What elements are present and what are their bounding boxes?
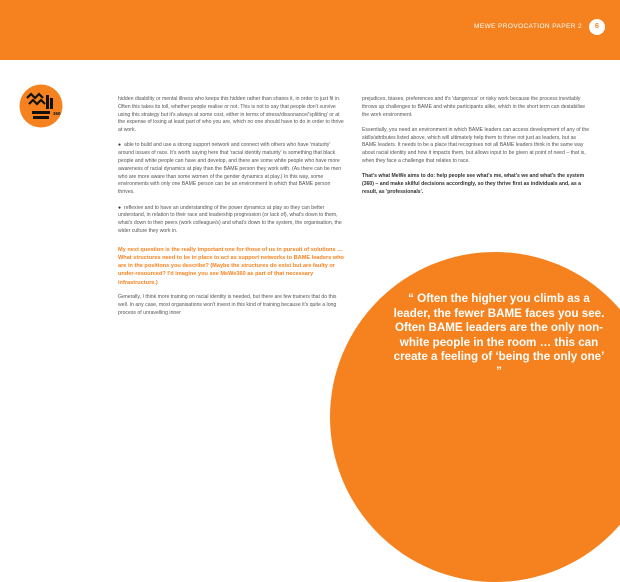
left-column (118, 96, 344, 325)
left-bullet-2-text: reflexive and to have an understanding of the power dynamics at play so they can better understand, in relation to their race and leadership progression (or lack of), what's down to them, what's down to their peers (work colleague/s) and what's down to the system, the organisation, the wider culture they work in. (118, 204, 342, 234)
interview-question: My next question is the really important one for those of us in pursuit of solutions … What structures need to be in place to act as support networks to BAME leaders who are in the positions you describe? (Maybe the structures do exist but are faulty or under-resourced? I'd imagine you see MeWe360 as part of that necessary infrastructure.) (118, 246, 344, 286)
left-bullet-1-text: able to build and use a strong support network and connect with others who have 'maturity' around issues of race. It's worth saying here that 'racial identity maturity' is something that black people and white people can have and develop, and there are some white people who have more awareness of racial dynamics at play than the BAME person they work with. (As there can be men who are more aware than some women of the gender dynamics at play.) In this way, some environments with only one BAME person can be an environment in which that BAME person thrives. (118, 142, 342, 196)
header-title: MEWE PROVOCATION PAPER 2 (474, 23, 582, 30)
mewe360-logo-icon (19, 84, 63, 128)
left-paragraph-2: Generally, I think more training on racial identity is needed, but there are few trainers that do this well. In any case, most organisations won't invest in this kind of training because it's quite a long process of unravelling inner (118, 294, 337, 316)
page-number-badge: 6 (589, 19, 605, 35)
right-paragraph-1: prejudices, biases, preferences and it's 'dangerous' or risky work because the process inevitably throws up challenges to BAME and white participants alike, which in the short term can destabilise the work environment. (362, 96, 586, 118)
header-band (0, 0, 620, 60)
logo-text: 360 (53, 111, 61, 116)
right-paragraph-3: That's what MeWe aims to do: help people see what's me, what's we and what's the system (360) – and make skilful decisions accordingly, so they thrive first as individuals and, as a result, as 'professionals'. (362, 173, 585, 195)
left-bullet-2 (118, 205, 344, 236)
pull-quote-text: “ Often the higher you climb as a leader, the fewer BAME faces you see. Often BAME leaders are the only non-white people in the room … this can create a feeling of ‘being the only one’ ” (393, 292, 605, 378)
left-paragraph-1: hidden disability or mental illness who keeps this hidden rather than shares it, in order to just fit in. Often this takes its toll, whether people realise or not. This is not to say that people don't survive using this strategy but it's always at some cost, either in terms of stress/dissonance/'splitting' or at the expense of losing at least part of who you are, which no one should have to do in order to thrive at work. (118, 96, 344, 134)
left-bullet-1 (118, 142, 344, 197)
right-paragraph-2: Essentially, you need an environment in which BAME leaders can access development of any of the skills/attributes listed above, which will ultimately help them to thrive not just as leaders, but as BAME leaders. It needs to be a place that recognises not all BAME leaders think in the same way about racial identity and how it impacts them, but allows input to be given at point of need – that is, when they face a challenge that relates to race. (362, 126, 590, 165)
right-column (362, 96, 590, 204)
